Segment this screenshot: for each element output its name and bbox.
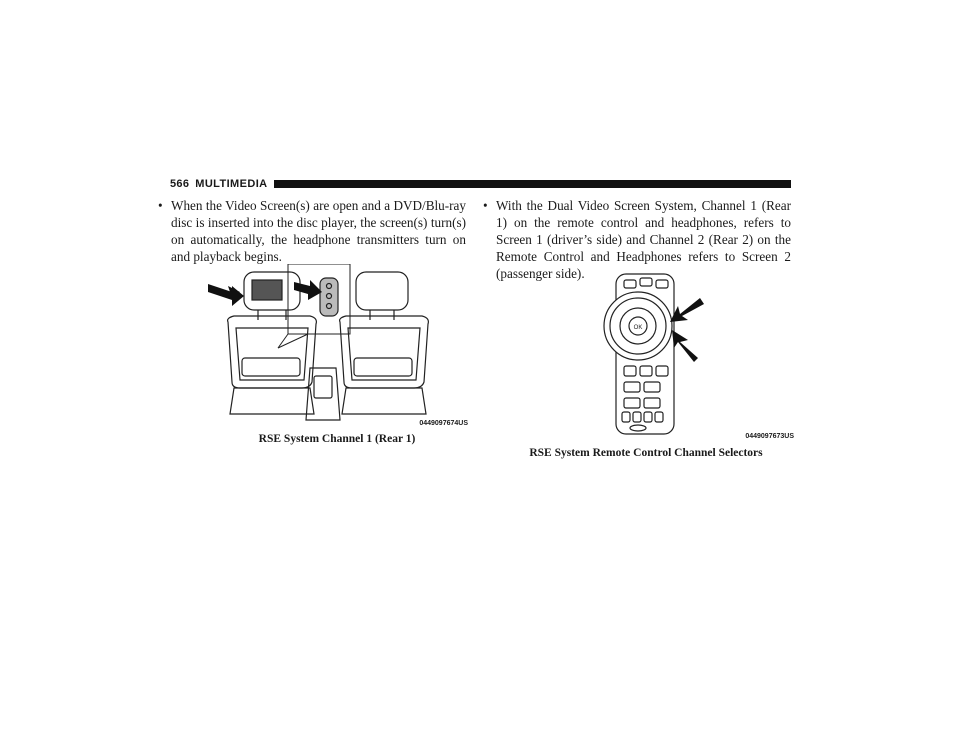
bullet-marker: • bbox=[483, 198, 488, 213]
section-title: MULTIMEDIA bbox=[195, 178, 268, 190]
page-header bbox=[170, 176, 791, 192]
figure-caption: RSE System Remote Control Channel Selectors bbox=[529, 447, 763, 459]
arrow-icon bbox=[208, 284, 244, 306]
arrow-icon bbox=[294, 280, 322, 300]
bullet-text: With the Dual Video Screen System, Channel 1 (Rear 1) on the remote control and headphones, refers to Screen 1 (driver’s side) and Channel 2 (Rear 2) on the Remote Control and Headphones refers to Screen 2 (passenger side). bbox=[496, 198, 791, 281]
arrow-icon bbox=[670, 298, 704, 322]
arrow-icon bbox=[672, 330, 698, 362]
header-rule bbox=[274, 180, 792, 188]
bullet-item-screens-turn-on bbox=[158, 197, 466, 265]
remote-ok-label: OK bbox=[633, 325, 643, 331]
rse-seats-illustration bbox=[206, 264, 468, 429]
remote-control-illustration bbox=[598, 270, 794, 442]
page-number: 566 bbox=[170, 178, 190, 190]
figure-code: 0449097673US bbox=[745, 433, 794, 440]
figure-caption: RSE System Channel 1 (Rear 1) bbox=[258, 433, 416, 445]
figure-code: 0449097674US bbox=[419, 420, 468, 427]
bullet-marker: • bbox=[158, 198, 163, 213]
figure-remote-control bbox=[598, 270, 794, 442]
bullet-text: When the Video Screen(s) are open and a DVD/Blu-ray disc is inserted into the disc player, the screen(s) turn(s) on automatically, the headphone transmitters turn on and playback begins. bbox=[171, 198, 466, 264]
figure-rse-seats bbox=[206, 264, 468, 429]
